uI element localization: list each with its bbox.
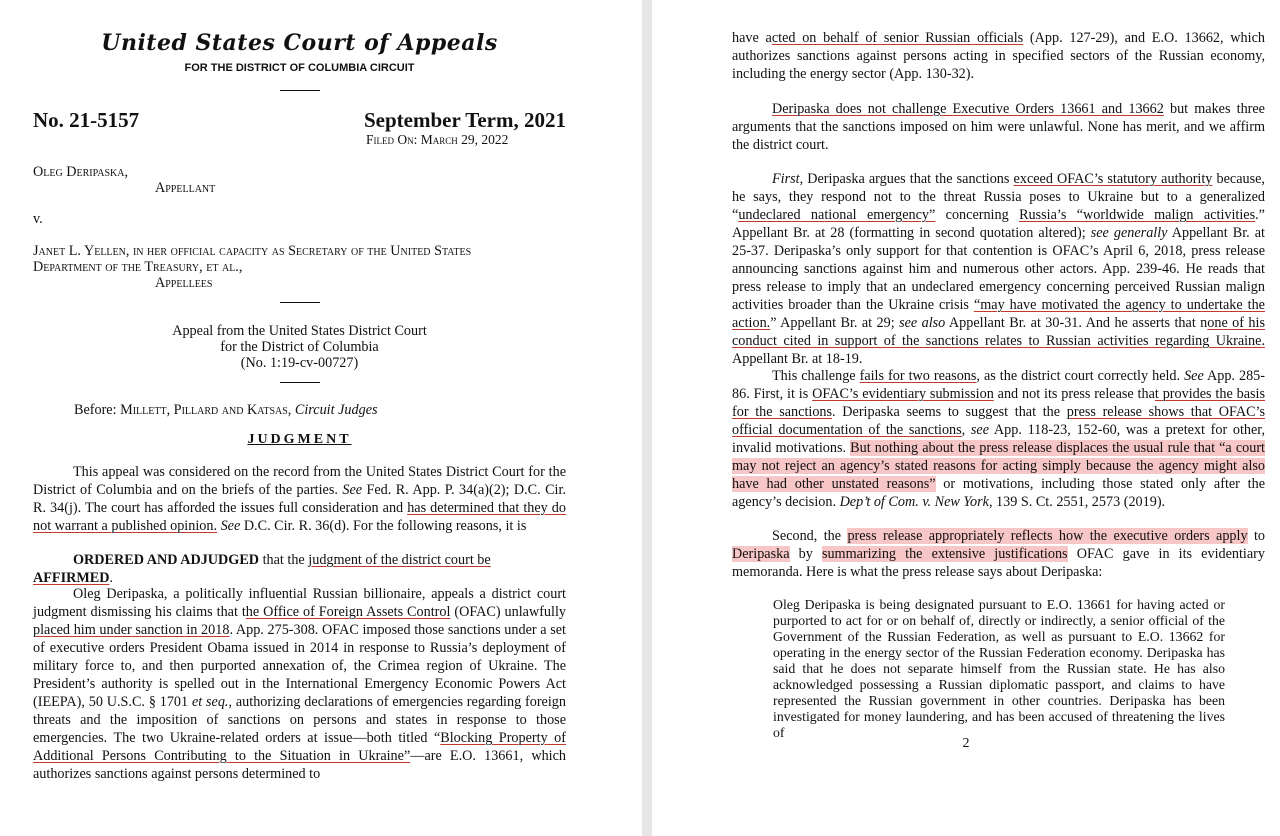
appellee-line-2: Department of the Treasury, et al.,: [33, 259, 243, 275]
paragraph-5: This challenge fails for two reasons, as the district court correctly held. See App. 285-86. First, it is OFAC’s evidentiary submission and not its press release that provides the basis for the sanctions. Deripaska seems to suggest that the press release shows that OFAC’s official documentation of the sanctions, see App. 118-23, 152-60, was a pretext for other, invalid motivations. But nothing about the press release displaces the usual rule that “a court may not reject an agency’s stated reasons for acting simply because the agency might also have had other unstated reasons” or motivations, including those stated only after the agency’s decision. Dep’t of Com. v. New York, 139 S. Ct. 2551, 2573 (2019).: [732, 368, 1266, 510]
appellant-name: Oleg Deripaska,: [33, 164, 129, 180]
paragraph-4: First, Deripaska argues that the sanctions exceed OFAC’s statutory authority because, he says, they respond not to the threat Russia poses to Ukraine but to a generalized “undeclared national emergency” concerning Russia’s “worldwide malign activities.” Appellant Br. at 28 (formatting in second quotation altered); see generally Appellant Br. at 25-37. Deripaska’s only support for that contention is OFAC’s April 6, 2018, press release announcing sanctions against him and numerous other actors. App. 239-46. He reads that press release to imply that an undeclared emergency concerning perceived Russian malign activities broader than the Ukraine crisis “may have motivated the agency to undertake the action.” Appellant Br. at 29; see also Appellant Br. at 30-31. And he asserts that none of his conduct cited in support of the sanctions relates to Russian activities regarding Ukraine. Appellant Br. at 18-19.: [732, 171, 1265, 367]
court-name: United States Court of Appeals: [101, 30, 498, 56]
block-quote: Oleg Deripaska is being designated pursuant to E.O. 13661 for having acted or purported to act for or on behalf of, directly or indirectly, a senior official of the Government of the Russian Federation, as well as pursuant to E.O. 13662 for operating in the energy sector of the Russian Federation economy. Deripaska has said that he does not separate himself from the Russian state. He has also acknowledged possessing a Russian diplomatic passport, and claims to have represented the Russian government in other countries. Deripaska has been investigated for money laundering, and has been accused of threatening the lives of: [773, 597, 1225, 740]
paragraph-6: Second, the press release appropriately reflects how the executive orders apply to Deripaska by summarizing the extensive justifications OFAC gave in its evidentiary memoranda. Here is what the press release says about Deripaska:: [732, 528, 1265, 580]
divider-rule: [280, 382, 320, 383]
judgment-heading: JUDGMENT: [247, 432, 352, 447]
page-two: [652, 0, 1280, 836]
appeal-line-3: (No. 1:19-cv-00727): [240, 355, 359, 371]
paragraph-3: Deripaska does not challenge Executive Orders 13661 and 13662 but makes three arguments that the sanctions imposed on him were unlawful. None has merit, and we affirm the district court.: [732, 101, 1265, 153]
ordered-line: ORDERED AND ADJUDGED that the judgment of the district court be AFFIRMED.: [33, 552, 491, 586]
filed-date: Filed On: March 29, 2022: [366, 132, 509, 147]
divider-rule: [280, 302, 320, 303]
appeal-line-2: for the District of Columbia: [220, 339, 379, 355]
paragraph-1: This appeal was considered on the record from the United States District Court for the District of Columbia and on the briefs of the parties. See Fed. R. App. P. 34(a)(2); D.C. Cir. R. 34(j). The court has afforded the issues full consideration and has determined that they do not warrant a published opinion. See D.C. Cir. R. 36(d). For the following reasons, it is: [33, 464, 566, 534]
page-number: 2: [962, 736, 970, 751]
appellant-role: Appellant: [155, 180, 216, 196]
page-gutter: [642, 0, 652, 836]
docket-number: No. 21-5157: [33, 108, 140, 132]
appellee-role: Appellees: [155, 275, 213, 291]
circuit-name: FOR THE DISTRICT OF COLUMBIA CIRCUIT: [184, 62, 415, 74]
paragraph-2: Oleg Deripaska, a politically influential Russian billionaire, appeals a district court judgment dismissing his claims that the Office of Foreign Assets Control (OFAC) unlawfully placed him under sanction in 2018. App. 275-308. OFAC imposed those sanctions under a set of executive orders President Obama issued in 2014 in response to Russia’s deployment of military force to, and then purported annexation of, the Crimea region of Ukraine. The President’s authority is spelled out in the International Emergency Economic Powers Act (IEEPA), 50 U.S.C. § 1701 et seq., authorizing declarations of emergencies regarding foreign threats and the imposition of sanctions on persons and states in response to those emergencies. The two Ukraine-related orders at issue—both titled “Blocking Property of Additional Persons Contributing to the Situation in Ukraine”—are E.O. 13661, which authorizes sanctions against persons determined to: [33, 586, 567, 782]
continued-paragraph: have acted on behalf of senior Russian officials (App. 127-29), and E.O. 13662, which authorizes sanctions against persons acting in specified sectors of the Russian economy, including the energy sector (App. 130-32).: [732, 30, 1265, 82]
versus: v.: [33, 211, 43, 227]
term: September Term, 2021: [363, 108, 566, 132]
panel-line: Before: Millett, Pillard and Katsas, Circuit Judges: [74, 402, 378, 418]
appellee-line-1: Janet L. Yellen, in her official capacity as Secretary of the United States: [33, 243, 472, 259]
appeal-line-1: Appeal from the United States District Court: [172, 323, 427, 339]
divider-rule: [280, 90, 320, 91]
